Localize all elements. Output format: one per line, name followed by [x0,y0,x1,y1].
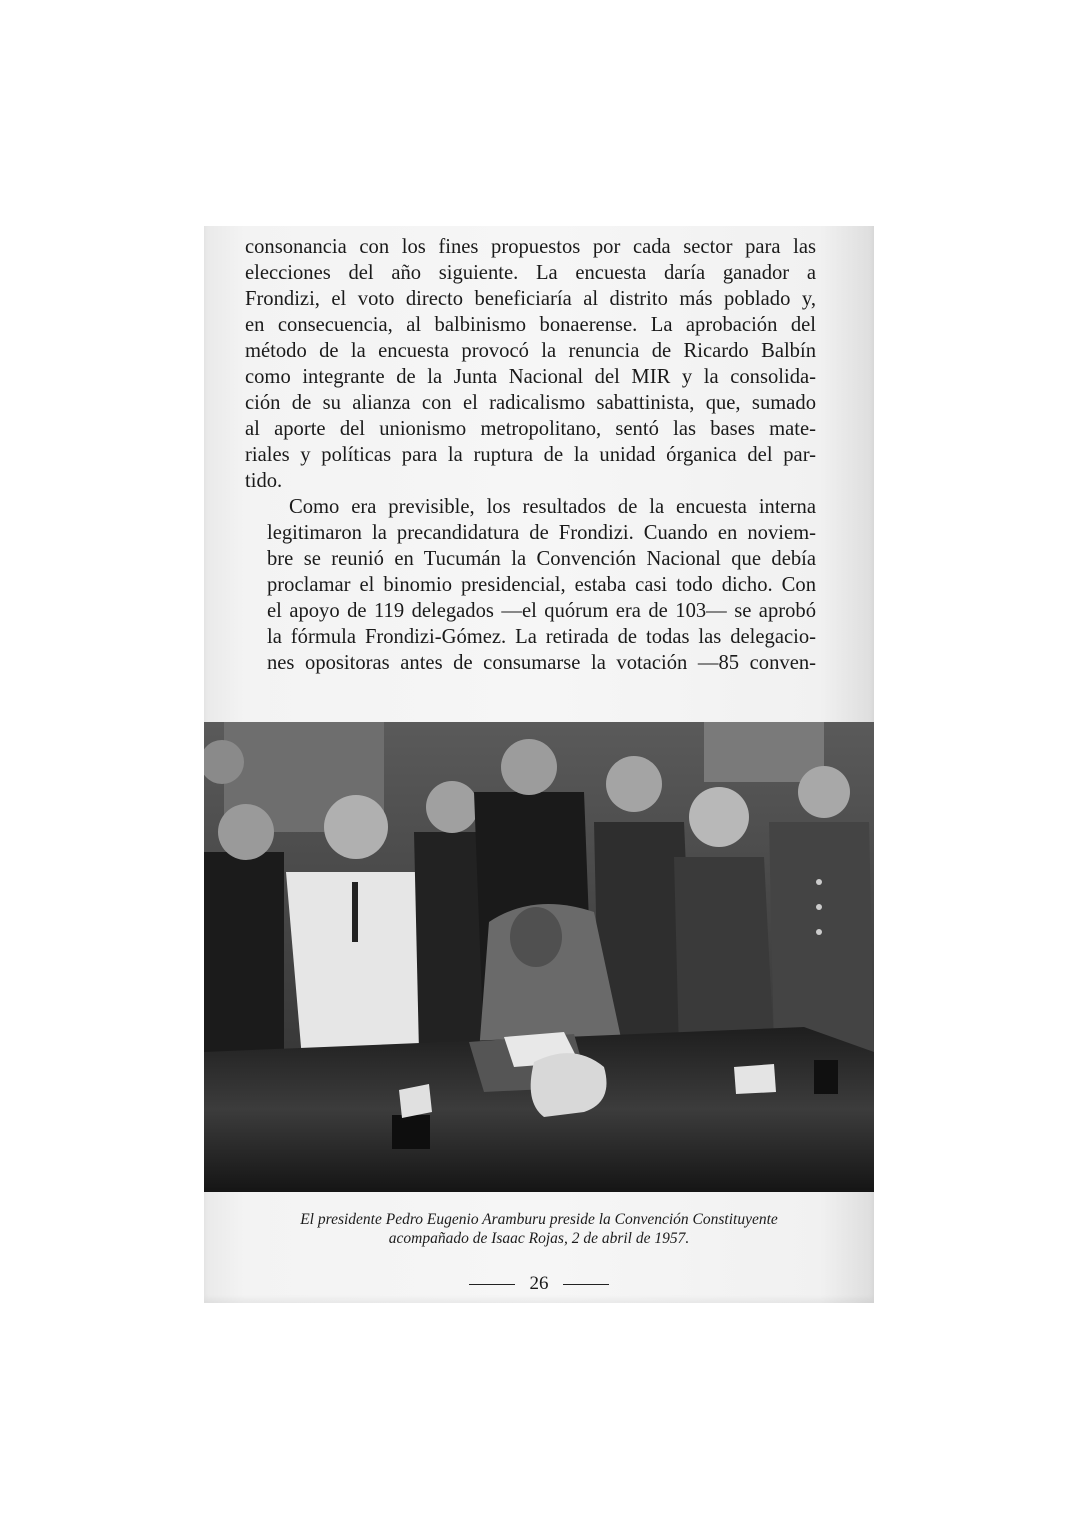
photo-caption [224,1210,854,1248]
folio-rule-right [563,1284,609,1285]
text-line: método de la encuesta provocó la renuncia de Ricardo Balbín [245,340,816,362]
photo-illustration [204,722,874,1192]
text-line: proclamar el binomio presidencial, estaba casi todo dicho. Con [267,574,816,596]
text-line: riales y políticas para la ruptura de la unidad órganica del par- [245,444,816,466]
body-text [245,234,816,676]
paragraph-1 [245,234,816,494]
book-page [204,226,874,1303]
text-line: como integrante de la Junta Nacional del MIR y la consolida- [245,366,816,388]
text-line: elecciones del año siguiente. La encuesta daría ganador a [245,262,816,284]
text-line: bre se reunió en Tucumán la Convención Nacional que debía [267,548,816,570]
page-number [204,1273,874,1295]
folio-rule-left [469,1284,515,1285]
paragraph-2 [245,494,816,676]
text-line: el apoyo de 119 delegados —el quórum era de 103— se aprobó [267,600,816,622]
page-number-value: 26 [529,1273,549,1294]
text-line: legitimaron la precandidatura de Frondizi. Cuando en noviem- [267,522,816,544]
text-line: ción de su alianza con el radicalismo sabattinista, que, sumado [245,392,816,414]
text-line: consonancia con los fines propuestos por cada sector para las [245,236,816,258]
text-line: la fórmula Frondizi-Gómez. La retirada de todas las delegacio- [267,626,816,648]
text-line: nes opositoras antes de consumarse la votación —85 conven- [267,652,816,674]
caption-line: acompañado de Isaac Rojas, 2 de abril de 1957. [388,1230,690,1247]
caption-line: El presidente Pedro Eugenio Aramburu preside la Convención Constituyente [300,1211,778,1228]
historical-photograph [204,722,874,1192]
text-line: Frondizi, el voto directo beneficiaría al distrito más poblado y, [245,288,816,310]
text-line: Como era previsible, los resultados de la encuesta interna [289,496,816,518]
text-line: en consecuencia, al balbinismo bonaerense. La aprobación del [245,314,816,336]
text-line: tido. [245,470,283,492]
text-line: al aporte del unionismo metropolitano, sentó las bases mate- [245,418,816,440]
